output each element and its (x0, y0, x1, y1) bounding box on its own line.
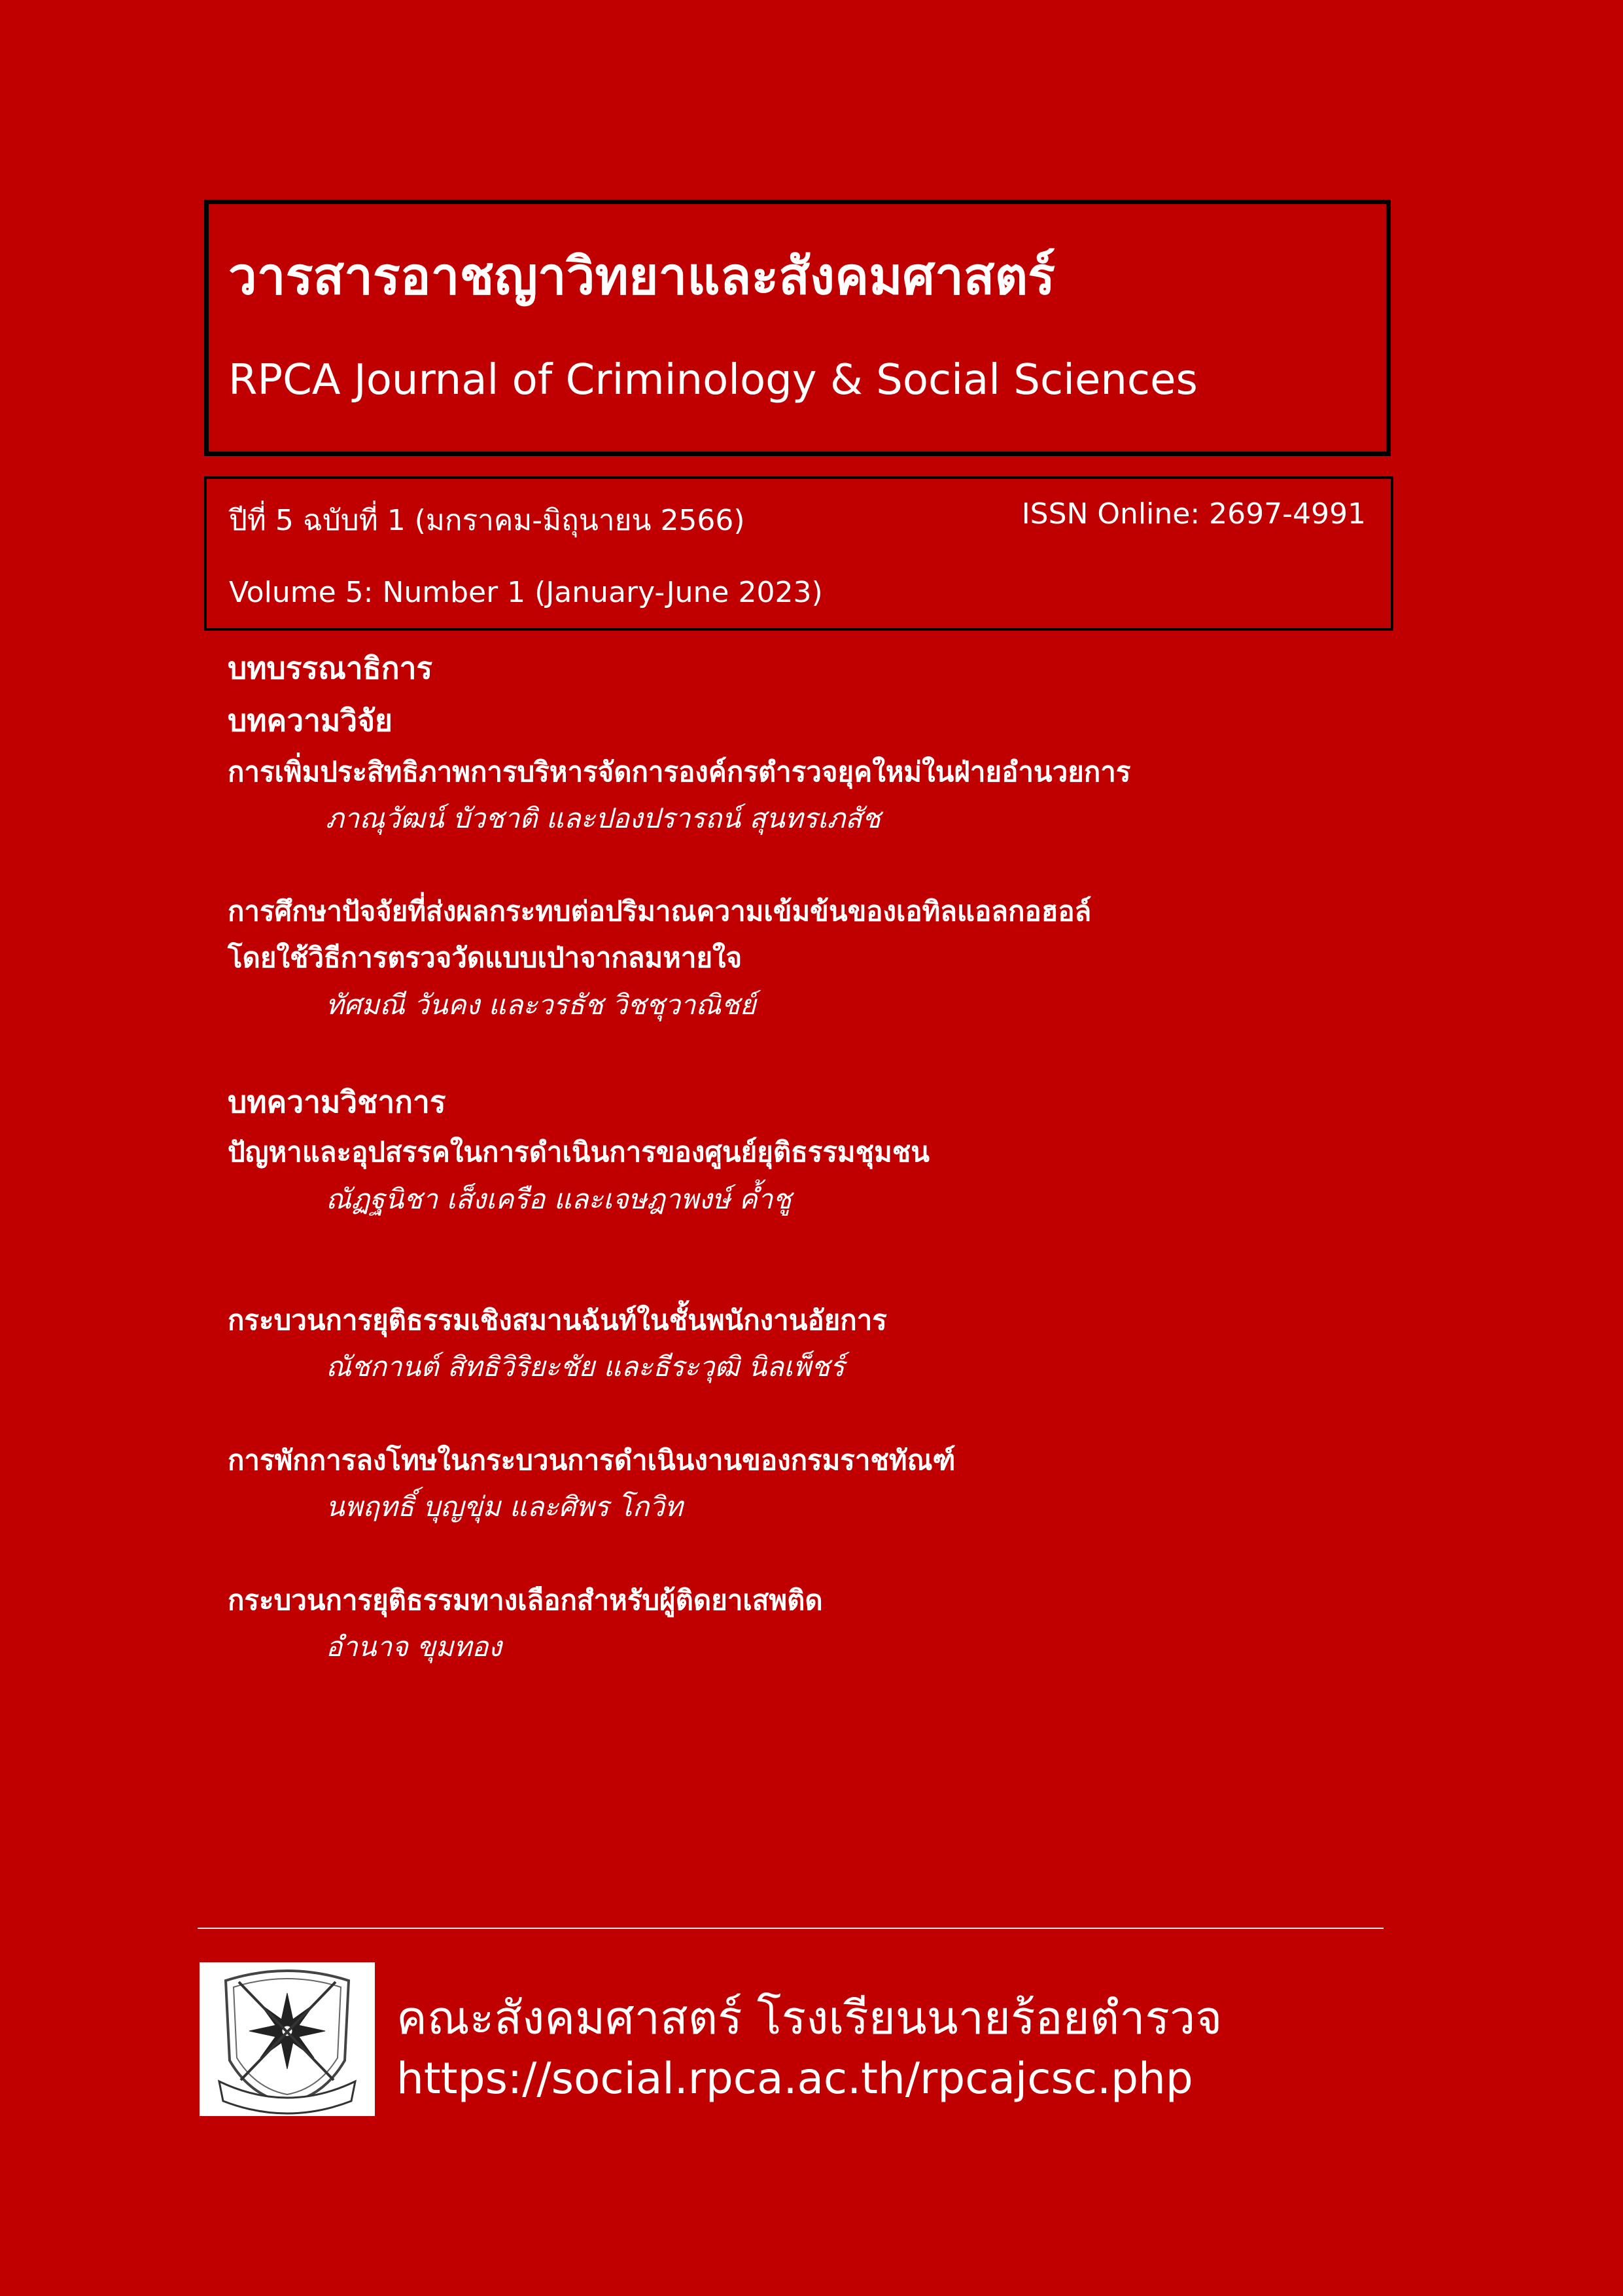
article-authors: ณัชกานต์ สิทธิวิริยะชัย และธีระวุฒิ นิลเพ็ชร์ (326, 1351, 845, 1383)
footer-divider (198, 1928, 1384, 1929)
journal-title-thai: วารสารอาชญาวิทยาและสังคมศาสตร์ (228, 247, 1056, 306)
faculty-name: คณะสังคมศาสตร์ โรงเรียนนายร้อยตำรวจ (396, 1991, 1223, 2045)
article-title: กระบวนการยุติธรรมทางเลือกสำหรับผู้ติดยาเสพติด (228, 1584, 823, 1616)
editorial-heading: บทบรรณาธิการ (228, 650, 433, 686)
issue-info-box (204, 476, 1393, 631)
article-authors: ณัฏฐนิชา เส็งเครือ และเจษฎาพงษ์ ค้ำชู (326, 1183, 792, 1215)
article-title: ปัญหาและอุปสรรคในการดำเนินการของศูนย์ยุติธรรมชุมชน (228, 1136, 930, 1168)
article-authors: อำนาจ ขุมทอง (326, 1631, 502, 1663)
article-title-line-1: การศึกษาปัจจัยที่ส่งผลกระทบต่อปริมาณความเข้มข้นของเอทิลแอลกอฮอล์ (228, 895, 1092, 927)
article-title-line-2: โดยใช้วิธีการตรวจวัดแบบเป่าจากลมหายใจ (228, 942, 742, 974)
academic-heading: บทความวิชาการ (228, 1084, 446, 1120)
journal-title-english: RPCA Journal of Criminology & Social Sciences (228, 356, 1198, 404)
issue-thai: ปีที่ 5 ฉบับที่ 1 (มกราคม-มิถุนายน 2566) (229, 504, 745, 537)
research-heading: บทความวิจัย (228, 703, 393, 738)
issn-online: ISSN Online: 2697-4991 (1021, 497, 1366, 531)
article-authors: นพฤทธิ์ บุญขุ่ม และศิพร โกวิท (326, 1491, 683, 1523)
journal-title-box (204, 200, 1391, 456)
article-title: การพักการลงโทษในกระบวนการดำเนินงานของกรมราชทัณฑ์ (228, 1444, 956, 1476)
article-title: กระบวนการยุติธรรมเชิงสมานฉันท์ในชั้นพนักงานอัยการ (228, 1304, 887, 1336)
article-title: การเพิ่มประสิทธิภาพการบริหารจัดการองค์กรตำรวจยุคใหม่ในฝ่ายอำนวยการ (228, 756, 1131, 788)
journal-url-link[interactable]: https://social.rpca.ac.th/rpcajcsc.php (396, 2053, 1193, 2104)
police-cadet-academy-seal-icon (200, 1962, 375, 2116)
article-authors: ทัศมณี วันคง และวรธัช วิชชุวาณิชย์ (326, 989, 756, 1021)
volume-english: Volume 5: Number 1 (January-June 2023) (229, 576, 823, 609)
article-authors: ภาณุวัฒน์ บัวชาติ และปองปรารถน์ สุนทรเภสัช (326, 802, 881, 834)
